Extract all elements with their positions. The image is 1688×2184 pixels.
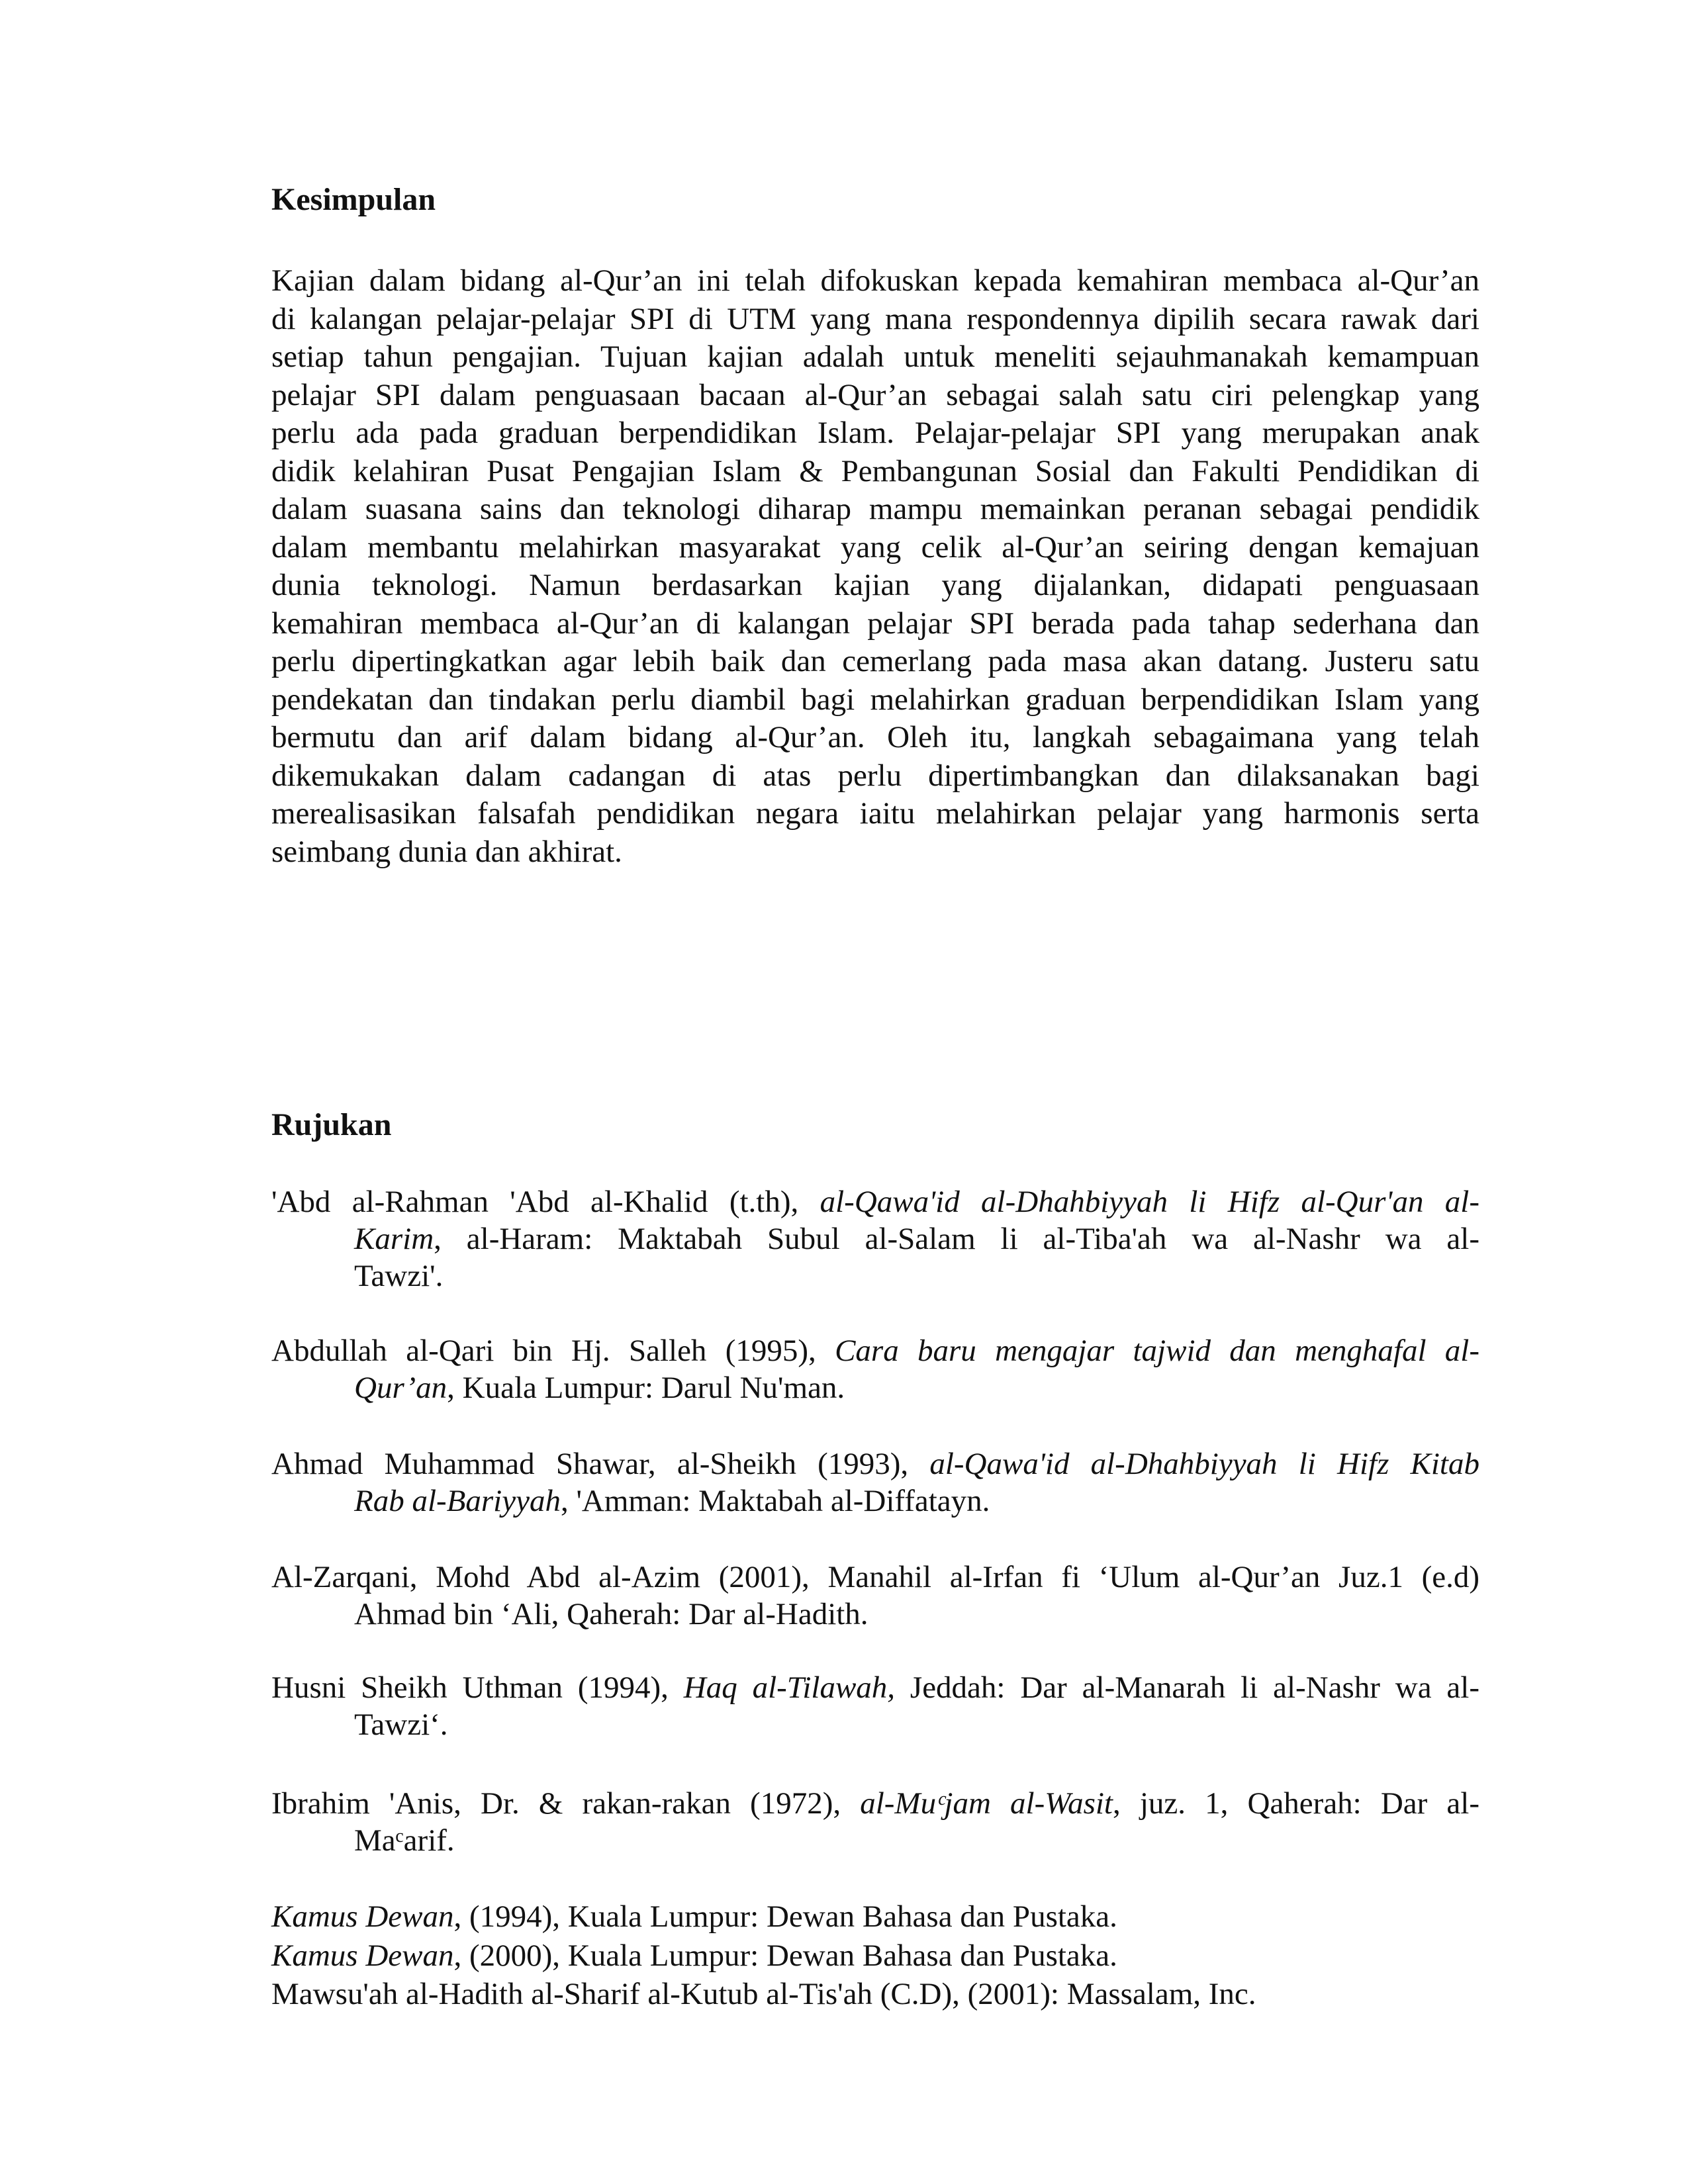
reference-line	[271, 1257, 1479, 1295]
reference-line	[271, 1706, 1479, 1743]
reference-title: Cara baru mengajar tajwid dan menghafal al-	[835, 1334, 1480, 1368]
paragraph-line: setiap tahun pengajian. Tujuan kajian adalah untuk meneliti sejauhmanakah kemampuan	[271, 340, 1479, 374]
reference-title: Rab al-Bariyyah	[354, 1484, 561, 1518]
reference-text: Ahmad bin ‘Ali, Qaherah: Dar al-Hadith.	[354, 1597, 868, 1631]
reference-entry	[271, 1559, 1479, 1633]
paragraph-line: bermutu dan arif dalam bidang al-Qur’an. Oleh itu, langkah sebagaimana yang telah	[271, 720, 1479, 754]
reference-line	[271, 1369, 1479, 1406]
reference-line	[271, 1936, 1479, 1976]
paragraph-line: kemahiran membaca al-Qur’an di kalangan pelajar SPI berada pada tahap sederhana dan	[271, 606, 1479, 641]
reference-title: Kamus Dewan	[271, 1938, 454, 1973]
reference-text: Maᶜarif.	[354, 1823, 455, 1858]
reference-line	[271, 1822, 1479, 1859]
paragraph-line: pendekatan dan tindakan perlu diambil bagi melahirkan graduan berpendidikan Islam yang	[271, 682, 1479, 717]
reference-plain-entries	[271, 1897, 1479, 2014]
reference-title: al-Muᶜjam al-Wasit	[860, 1786, 1113, 1821]
reference-text: 'Abd al-Rahman 'Abd al-Khalid (t.th),	[271, 1185, 820, 1219]
paragraph-line: Kajian dalam bidang al-Qur’an ini telah difokuskan kepada kemahiran membaca al-Qur’an	[271, 263, 1479, 298]
reference-line	[271, 1220, 1479, 1257]
reference-title: al-Qawa'id al-Dhahbiyyah li Hifz al-Qur'an al-	[820, 1185, 1479, 1219]
reference-line	[271, 1482, 1479, 1520]
reference-title: al-Qawa'id al-Dhahbiyyah li Hifz Kitab	[929, 1447, 1479, 1481]
reference-line	[271, 1596, 1479, 1633]
reference-title: Karim	[354, 1222, 434, 1256]
reference-text: Ahmad Muhammad Shawar, al-Sheikh (1993),	[271, 1447, 930, 1481]
paragraph-line: didik kelahiran Pusat Pengajian Islam & Pembangunan Sosial dan Fakulti Pendidikan di	[271, 453, 1479, 488]
reference-line	[271, 1445, 1479, 1482]
paragraph-line: perlu dipertingkatkan agar lebih baik dan cemerlang pada masa akan datang. Justeru satu	[271, 644, 1479, 678]
reference-line	[271, 1785, 1479, 1822]
paragraph-line: di kalangan pelajar-pelajar SPI di UTM yang mana respondennya dipilih secara rawak dari	[271, 301, 1479, 336]
reference-title: Haq al-Tilawah,	[683, 1670, 896, 1705]
reference-entry	[271, 1445, 1479, 1520]
reference-line	[271, 1897, 1479, 1936]
reference-line	[271, 1559, 1479, 1596]
reference-text: Abdullah al-Qari bin Hj. Salleh (1995),	[271, 1334, 835, 1368]
reference-text: Ibrahim 'Anis, Dr. & rakan-rakan (1972),	[271, 1786, 861, 1821]
reference-title: Kamus Dewan	[271, 1899, 454, 1934]
reference-text: , juz. 1, Qaherah: Dar al-	[1113, 1786, 1479, 1821]
reference-line	[271, 1183, 1479, 1220]
paragraph-line: dalam suasana sains dan teknologi diharap mampu memainkan peranan sebagai pendidik	[271, 492, 1479, 526]
paragraph-line: merealisasikan falsafah pendidikan negara iaitu melahirkan pelajar yang harmonis serta	[271, 796, 1479, 831]
reference-text: Tawzi'.	[354, 1259, 444, 1293]
reference-text: Al-Zarqani, Mohd Abd al-Azim (2001), Manahil al-Irfan fi ‘Ulum al-Qur’an Juz.1 (e.d)	[271, 1560, 1479, 1594]
reference-entry	[271, 1669, 1479, 1743]
conclusion-paragraph	[271, 262, 1479, 871]
reference-entry	[271, 1332, 1479, 1406]
reference-entry	[271, 1183, 1479, 1295]
reference-line	[271, 1669, 1479, 1706]
reference-text: , 'Amman: Maktabah al-Diffatayn.	[560, 1484, 990, 1518]
reference-text: , Kuala Lumpur: Darul Nu'man.	[447, 1371, 845, 1405]
paragraph-line: dunia teknologi. Namun berdasarkan kajian yang dijalankan, didapati penguasaan	[271, 568, 1479, 602]
reference-text: , (2000), Kuala Lumpur: Dewan Bahasa dan Pustaka.	[453, 1938, 1117, 1973]
references-heading: Rujukan	[271, 1107, 392, 1142]
reference-entry	[271, 1785, 1479, 1859]
reference-text: , al-Haram: Maktabah Subul al-Salam li al-Tiba'ah wa al-Nashr wa al-	[434, 1222, 1479, 1256]
reference-line	[271, 1975, 1479, 2014]
paragraph-line: seimbang dunia dan akhirat.	[271, 834, 622, 869]
reference-title: Qur’an	[354, 1371, 447, 1405]
paragraph-line: dalam membantu melahirkan masyarakat yang celik al-Qur’an seiring dengan kemajuan	[271, 529, 1479, 565]
paragraph-line: perlu ada pada graduan berpendidikan Islam. Pelajar-pelajar SPI yang merupakan anak	[271, 416, 1479, 450]
reference-text: Husni Sheikh Uthman (1994),	[271, 1670, 684, 1705]
paragraph-line: dikemukakan dalam cadangan di atas perlu dipertimbangkan dan dilaksanakan bagi	[271, 758, 1479, 793]
reference-text: , (1994), Kuala Lumpur: Dewan Bahasa dan Pustaka.	[453, 1899, 1117, 1934]
reference-text: Tawzi‘.	[354, 1707, 448, 1742]
reference-text: Jeddah: Dar al-Manarah li al-Nashr wa al-	[895, 1670, 1479, 1705]
reference-text: Mawsu'ah al-Hadith al-Sharif al-Kutub al-Tis'ah (C.D), (2001): Massalam, Inc.	[271, 1977, 1256, 2011]
conclusion-heading: Kesimpulan	[271, 182, 436, 217]
reference-line	[271, 1332, 1479, 1369]
paragraph-line: pelajar SPI dalam penguasaan bacaan al-Qur’an sebagai salah satu ciri pelengkap yang	[271, 377, 1479, 412]
